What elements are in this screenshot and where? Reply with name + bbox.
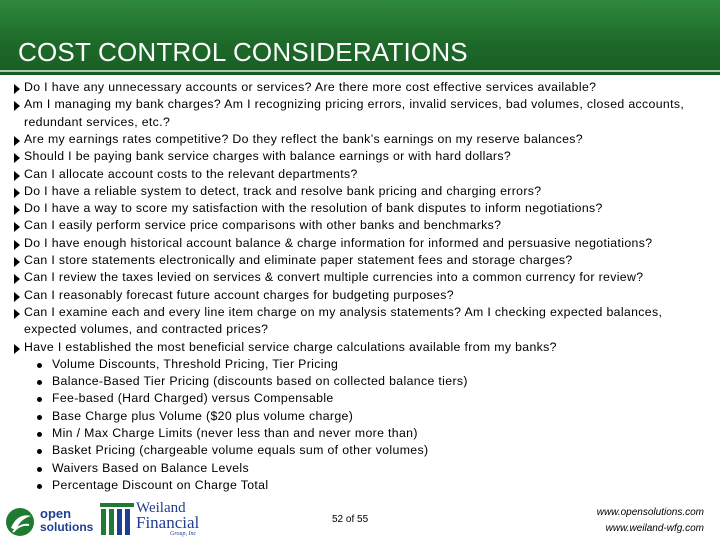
sub-bullet-dot-icon	[37, 380, 42, 385]
bullet-arrow-icon	[14, 309, 20, 319]
sub-bullet-item: Waivers Based on Balance Levels	[52, 460, 249, 475]
sub-bullet-dot-icon	[37, 484, 42, 489]
sub-bullet-item: Min / Max Charge Limits (never less than and never more than)	[52, 426, 418, 440]
sub-bullet-item: Basket Pricing (chargeable volume equals sum of other volumes)	[52, 443, 429, 458]
bullet-arrow-icon	[14, 257, 20, 267]
sub-bullet-dot-icon	[37, 363, 42, 368]
weiland-logo-tag: Group, Inc	[170, 531, 197, 537]
open-solutions-logo-top: open	[40, 506, 72, 521]
bullet-item: Can I review the taxes levied on services & convert multiple currencies into a common currency for review?	[24, 270, 644, 285]
sub-bullet-dot-icon	[37, 467, 42, 472]
open-solutions-logo	[4, 504, 94, 538]
bullet-arrow-icon	[14, 188, 20, 198]
bullet-item: Do I have any unnecessary accounts or services? Are there more cost effective services available?	[24, 80, 597, 94]
sub-bullet-dot-icon	[37, 432, 42, 437]
bullet-arrow-icon	[14, 344, 20, 354]
site-link-weiland[interactable]: www.weiland-wfg.com	[605, 523, 704, 534]
weiland-columns-icon	[100, 503, 134, 537]
sub-bullet-item: Fee-based (Hard Charged) versus Compensable	[52, 391, 334, 406]
bullet-item: Do I have enough historical account balance & charge information for informed and persuasive negotiations?	[24, 235, 653, 250]
sub-bullet-item: Base Charge plus Volume ($20 plus volume charge)	[52, 408, 354, 423]
sub-bullet-item: Percentage Discount on Charge Total	[52, 477, 269, 492]
bullet-arrow-icon	[14, 222, 20, 232]
weiland-financial-logo	[100, 502, 210, 538]
bullet-item: Are my earnings rates competitive? Do they reflect the bank’s earnings on my reserve balances?	[24, 131, 583, 146]
bullet-arrow-icon	[14, 101, 20, 111]
bullet-item: Should I be paying bank service charges with balance earnings or with hard dollars?	[24, 149, 512, 164]
bullet-item: Can I examine each and every line item charge on my analysis statements? Am I checking expected balances,	[24, 304, 663, 319]
bullet-item: Can I store statements electronically and eliminate paper statement fees and storage charges?	[24, 253, 573, 267]
bullet-arrow-icon	[14, 205, 20, 215]
bullet-item: Do I have a way to score my satisfaction with the resolution of bank disputes to inform negotiations?	[24, 201, 603, 216]
title-bar	[0, 0, 720, 75]
bullet-item: Do I have a reliable system to detect, track and resolve bank pricing and charging errors?	[24, 183, 542, 198]
bullet-arrow-icon	[14, 274, 20, 284]
sub-bullet-item: Balance-Based Tier Pricing (discounts based on collected balance tiers)	[52, 374, 468, 389]
bullet-arrow-icon	[14, 171, 20, 181]
bullet-item: Can I easily perform service price comparisons with other banks and benchmarks?	[24, 218, 502, 233]
bullet-item: redundant services, etc.?	[24, 114, 171, 129]
bullet-item: Have I established the most beneficial service charge calculations available from my banks?	[24, 339, 557, 354]
weiland-logo-name1: Weiland	[136, 500, 186, 516]
sub-bullet-dot-icon	[37, 449, 42, 454]
sub-bullet-dot-icon	[37, 415, 42, 420]
bullet-arrow-icon	[14, 292, 20, 302]
bullet-item: Can I reasonably forecast future account charges for budgeting purposes?	[24, 287, 454, 302]
bullet-item: Can I allocate account costs to the relevant departments?	[24, 166, 358, 181]
bullet-arrow-icon	[14, 84, 20, 94]
site-link-opensolutions[interactable]: www.opensolutions.com	[596, 507, 704, 518]
weiland-logo-name2: Financial	[136, 513, 200, 532]
bullet-arrow-icon	[14, 240, 20, 250]
bullet-item: Am I managing my bank charges? Am I recognizing pricing errors, invalid services, bad volumes, closed accounts,	[24, 97, 685, 112]
bullet-item: expected volumes, and contracted prices?	[24, 322, 269, 337]
bullet-arrow-icon	[14, 136, 20, 146]
sub-bullet-item: Volume Discounts, Threshold Pricing, Tier Pricing	[52, 356, 339, 371]
bullet-arrow-icon	[14, 153, 20, 163]
page-number: 52 of 55	[332, 514, 369, 525]
open-solutions-logo-bottom: solutions	[40, 520, 94, 534]
title-rule	[0, 70, 720, 72]
sub-bullet-dot-icon	[37, 397, 42, 402]
slide-title: COST CONTROL CONSIDERATIONS	[18, 37, 468, 67]
